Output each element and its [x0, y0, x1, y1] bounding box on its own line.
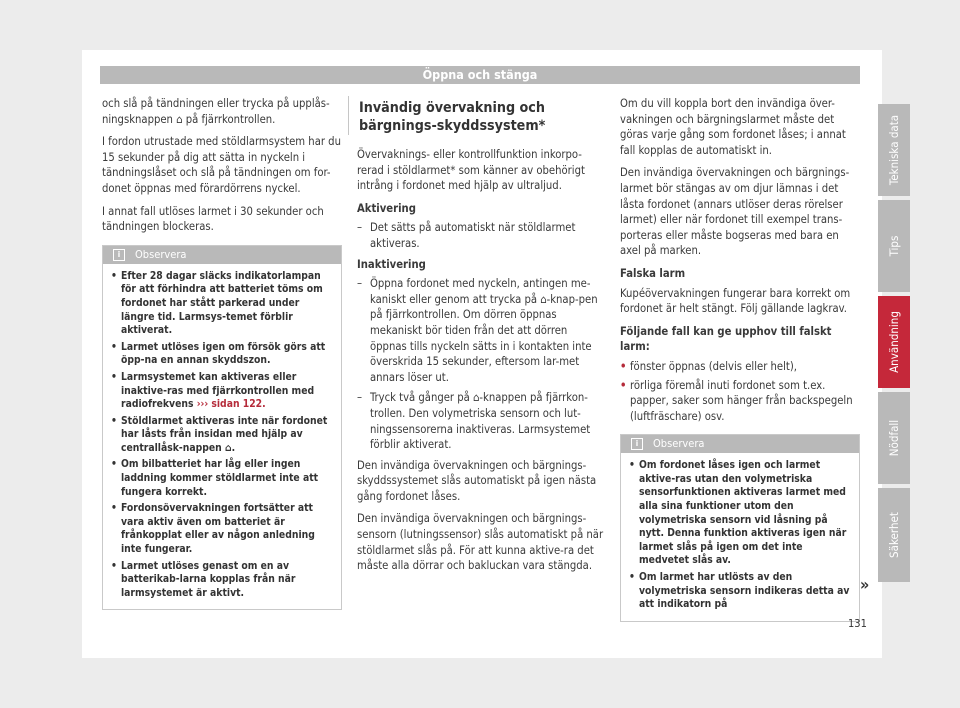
tab-tekniska-data[interactable]: Tekniska data — [878, 104, 910, 196]
note-item: • Om fordonet låses igen och larmet aktive-ras utan den volymetriska sensorfunktionen aktiveras larmet med alla sina funktioner utom den volymetriska sensorn vid låsning på nytt. Denna funktion aktiveras igen när larmet slås på igen om det inte medvetet slås av. — [629, 459, 851, 568]
list-item: • fönster öppnas (delvis eller helt), — [620, 359, 860, 375]
subheading: Inaktivering — [357, 257, 426, 271]
note-box — [620, 434, 860, 622]
section-title: Invändig övervakning och bärgnings-skyddssystem* — [348, 96, 605, 135]
paragraph: Övervaknings- eller kontrollfunktion inkorpo-rerad i stöldlarmet* som känner av obehörigt intrång i fordonet med hjälp av ultraljud. — [357, 148, 585, 193]
column-1 — [102, 96, 342, 610]
subheading: Falska larm — [620, 266, 686, 280]
list-item: – Tryck två gånger på ⌂-knappen på fjärrkon-trollen. Den volymetriska sensorn och lut-ningssensorerna inaktiveras. Larmsystemet förblir aktiverat. — [357, 390, 605, 452]
note-item: • Larmet utlöses genast om en av batterikab-larna kopplas från när larmsystemet är aktivt. — [111, 560, 333, 601]
tab-anvandning[interactable]: Användning — [878, 296, 910, 388]
subheading: Följande fall kan ge upphov till falskt larm: — [620, 324, 832, 354]
page-number: 131 — [848, 617, 867, 630]
note-title: Observera — [653, 437, 705, 451]
paragraph: Om du vill koppla bort den invändiga över-vakningen och bärgningslarmet måste det göras varje gång som fordonet låses; i annat fall kopplas de automatiskt in. — [620, 97, 846, 157]
info-icon: i — [113, 249, 125, 261]
note-item: • Larmet utlöses igen om försök görs att öpp-na en annan skyddszon. — [111, 341, 333, 368]
page-header: Öppna och stänga — [100, 66, 860, 84]
paragraph: Kupéövervakningen fungerar bara korrekt om fordonet är helt stängt. Följ gällande lagkrav. — [620, 286, 851, 316]
column-3 — [620, 96, 860, 622]
tab-sakerhet[interactable]: Säkerhet — [878, 488, 910, 582]
note-item-text: Larmsystemet kan aktiveras eller inaktive-ras med fjärrkontrollen med radiofrekvens — [121, 370, 315, 411]
paragraph: Den invändiga övervakningen och bärgnings-sensorn (lutningssensor) slås automatiskt på när stöldlarmet slås på. För att kunna aktive-ra det måste alla dörrar och bakluckan vara stängda. — [357, 512, 604, 573]
note-body — [103, 264, 341, 610]
note-header — [103, 246, 341, 264]
list-item: • rörliga föremål inuti fordonet som t.ex. papper, saker som hänger från backspegeln (luftfräschare) osv. — [620, 378, 860, 425]
paragraph: Den invändiga övervakningen och bärgnings-larmet bör stängas av om djur lämnas i det låsta fordonet (annars utlöser deras rörelser larmet) eller när fordonet till exempel trans-porteras eller måste bogseras med bara en axel på marken. — [620, 166, 850, 258]
note-title: Observera — [135, 247, 187, 261]
info-icon: i — [631, 438, 643, 450]
list-item: – Öppna fordonet med nyckeln, antingen me-kaniskt eller genom att trycka på ⌂-knap-pen på fjärrkontrollen. Om dörren öppnas mekaniskt bör tiden från det att dörren öppnas tills nyckeln sätts in i kontakten inte överskrida 15 sekunder, eftersom lar-met annars löser ut. — [357, 276, 605, 385]
note-item: • Stöldlarmet aktiveras inte när fordonet har låsts från insidan med hjälp av centrallåsk-nappen ⌂. — [111, 415, 333, 456]
page-link[interactable]: ››› sidan 122. — [196, 398, 266, 411]
note-item: • Fordonsövervakningen fortsätter att vara aktiv även om batteriet är frånkopplat eller av någon anledning inte fungerar. — [111, 502, 333, 556]
subheading: Aktivering — [357, 201, 416, 215]
note-item: • Efter 28 dagar släcks indikatorlampan för att förhindra att batteriet töms om fordonet har stått parkerad under längre tid. Larmsys-temet förblir aktiverat. — [111, 270, 333, 338]
note-item: • Om larmet har utlösts av den volymetriska sensorn indikeras detta av att indikatorn på — [629, 571, 851, 612]
note-item — [111, 371, 333, 412]
continue-arrow-icon: » — [860, 575, 870, 594]
tab-nodfall[interactable]: Nödfall — [878, 392, 910, 484]
note-body — [621, 453, 859, 621]
list-item: – Det sätts på automatiskt när stöldlarmet aktiveras. — [357, 220, 605, 251]
note-header — [621, 435, 859, 453]
paragraph: och slå på tändningen eller trycka på upplås-ningsknappen ⌂ på fjärrkontrollen. — [102, 97, 330, 126]
note-item: • Om bilbatteriet har låg eller ingen laddning kommer stöldlarmet inte att fungera korrekt. — [111, 458, 333, 499]
column-2 — [357, 96, 605, 581]
tab-tips[interactable]: Tips — [878, 200, 910, 292]
paragraph: I annat fall utlöses larmet i 30 sekunder och tändningen blockeras. — [102, 204, 324, 234]
paragraph: I fordon utrustade med stöldlarmsystem har du 15 sekunder på dig att sätta in nyckeln i tändningslåset och slå på tändningen om for-donet öppnas med förardörrens nyckel. — [102, 135, 341, 195]
paragraph: Den invändiga övervakningen och bärgnings-skyddssystemet slås automatiskt på igen nästa gång fordonet låses. — [357, 458, 597, 503]
note-box — [102, 245, 342, 611]
